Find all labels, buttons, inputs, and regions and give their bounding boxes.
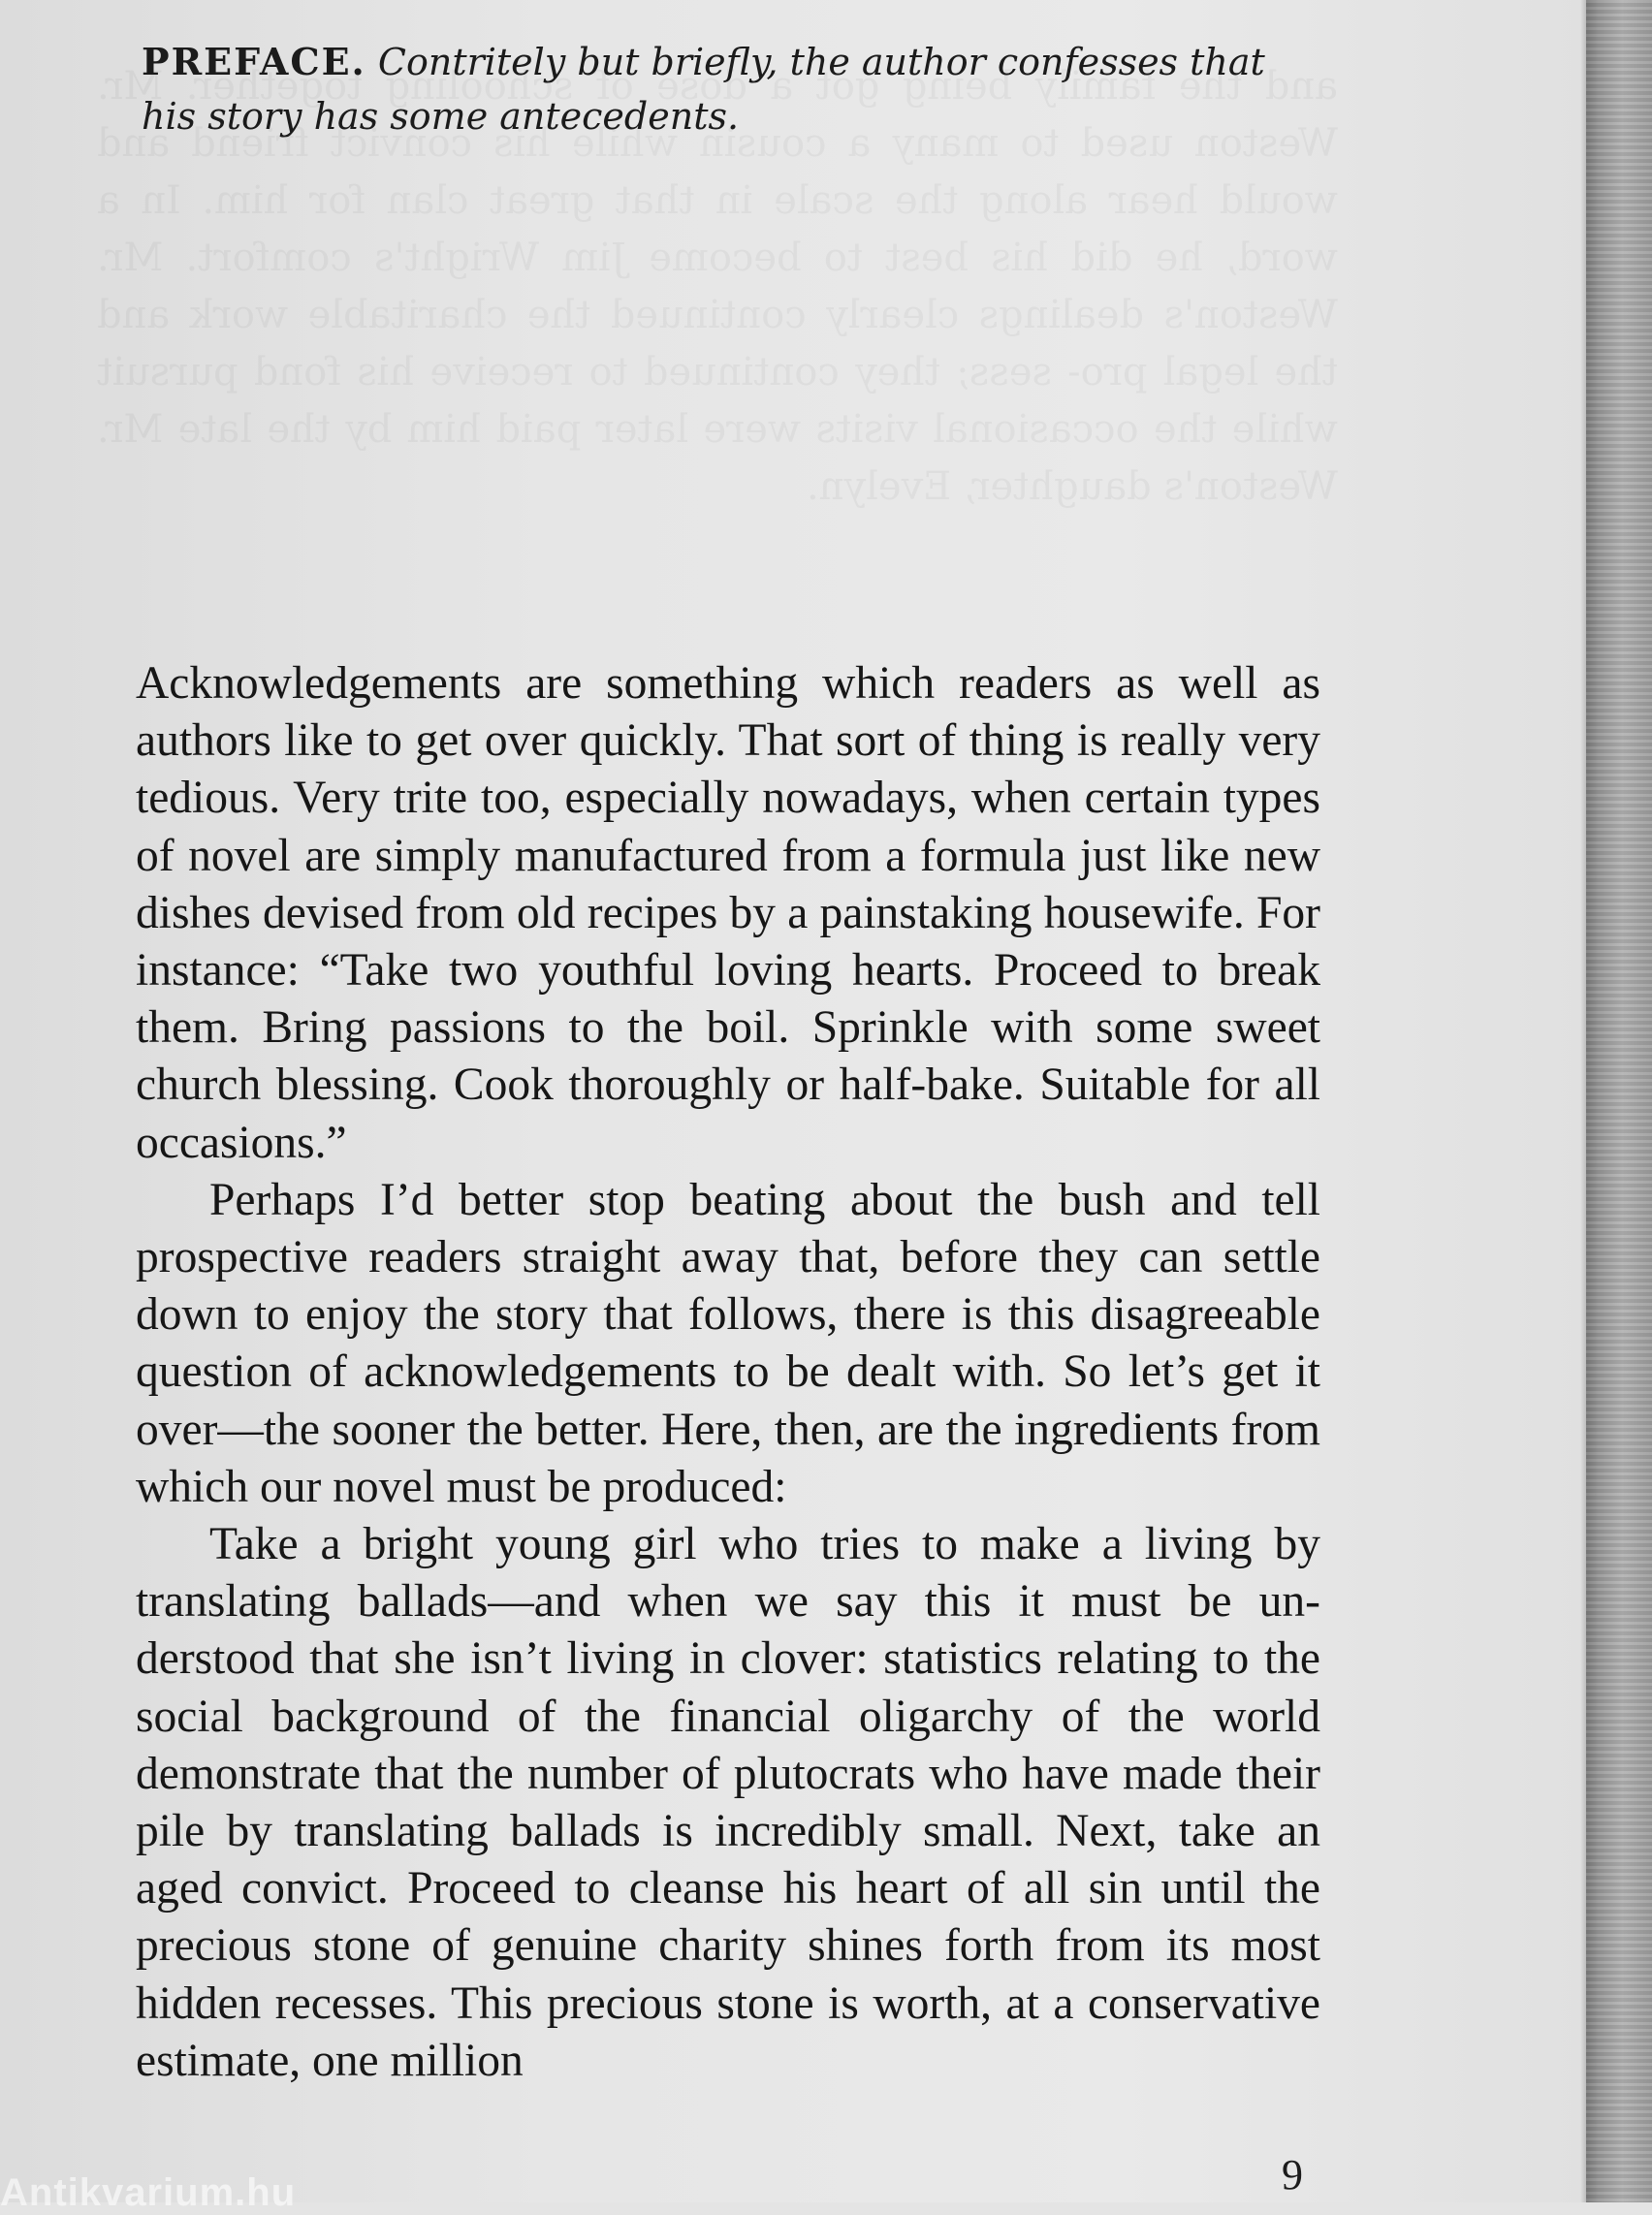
watermark: Antikvarium.hu [0,2171,297,2214]
page-number: 9 [1282,2151,1303,2199]
paragraph: Perhaps I’d better stop beating about the bush and tell prospective readers straight away that, before they can settle down to enjoy the story that follows, there is this disagreeable question of acknowledgements to be dealt with. So let’s get it over—the sooner the better. Here, then, are the ingredients from which our novel must be produced: [136,1174,1320,1512]
book-binding [1586,0,1652,2202]
paragraph: Take a bright young girl who tries to make a living by translating ballads—and when we say this it must be understood that she isn’t living in clover: statistics relating to the social background of the financial oligarchy of the world demonstrate that the number of plutocrats who have made their pile by translating ballads is incredibly small. Next, take an aged convict. Proceed to cleanse his heart of all sin until the precious stone of genuine charity shines forth from its most hidden recesses. This precious stone is worth, at a conservative estimate, one million [136,1519,1320,2086]
paragraph: Acknowledgements are something which readers as well as authors like to get over quickly. That sort of thing is really very tedious. Very trite too, especially nowadays, when certain types of novel are simply manufactured from a formula just like new dishes devised from old recipes by a painstaking housewife. For instance: “Take two youthful loving hearts. Proceed to break them. Bring passions to the boil. Sprinkle with some sweet church blessing. Cook thoroughly or half-bake. Suitable for all occasions.” [136,658,1320,1168]
preface-heading [142,35,1324,143]
preface-subtitle: Contritely but briefly, the author confesses that his story has some antecedents. [142,41,1265,138]
preface-label: PREFACE. [142,40,366,83]
body-text [136,655,1320,2090]
